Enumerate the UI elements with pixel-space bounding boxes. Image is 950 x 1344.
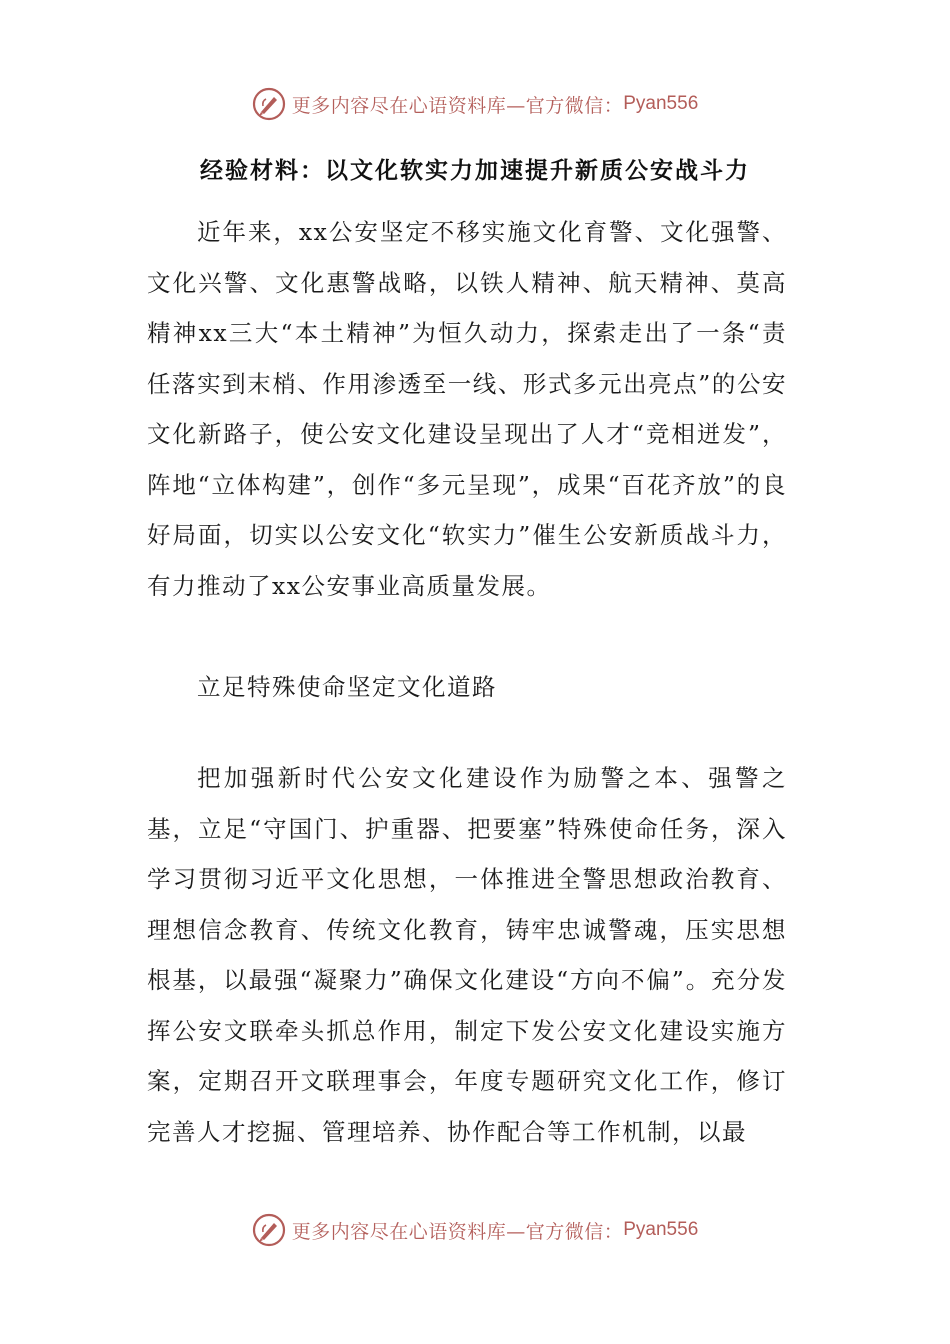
pen-logo-icon [252, 1213, 286, 1247]
footer-watermark-banner [0, 1208, 950, 1252]
paragraph-intro: 近年来，xx公安坚定不移实施文化育警、文化强警、文化兴警、文化惠警战略，以铁人精神、航天精神、莫高精神xx三大“本土精神”为恒久动力，探索走出了一条“责任落实到末梢、作用渗透至一线、形式多元出亮点”的公安文化新路子，使公安文化建设呈现出了人才“竞相迸发”，阵地“立体构建”，创作“多元呈现”，成果“百花齐放”的良好局面，切实以公安文化“软实力”催生公安新质战斗力，有力推动了xx公安事业高质量发展。 [147, 218, 787, 600]
banner-text: 更多内容尽在心语资料库—官方微信： [291, 94, 624, 117]
paragraph-body: 把加强新时代公安文化建设作为励警之本、强警之基，立足“守国门、护重器、把要塞”特殊使命任务，深入学习贯彻习近平文化思想，一体推进全警思想政治教育、理想信念教育、传统文化教育，铸牢忠诚警魂，压实思想根基，以最强“凝聚力”确保文化建设“方向不偏”。充分发挥公安文联牵头抓总作用，制定下发公安文化建设实施方案，定期召开文联理事会，年度专题研究文化工作，修订完善人才挖掘、管理培养、协作配合等工作机制，以最 [147, 764, 787, 1146]
pen-logo-icon [252, 87, 286, 121]
banner-wechat-id: Pyan556 [623, 93, 699, 114]
header-watermark-banner [0, 82, 950, 126]
document-title: 经验材料：以文化软实力加速提升新质公安战斗力 [200, 158, 750, 184]
section-heading: 立足特殊使命坚定文化道路 [197, 673, 497, 701]
banner-wechat-id: Pyan556 [623, 1219, 699, 1240]
banner-text: 更多内容尽在心语资料库—官方微信： [291, 1220, 624, 1243]
